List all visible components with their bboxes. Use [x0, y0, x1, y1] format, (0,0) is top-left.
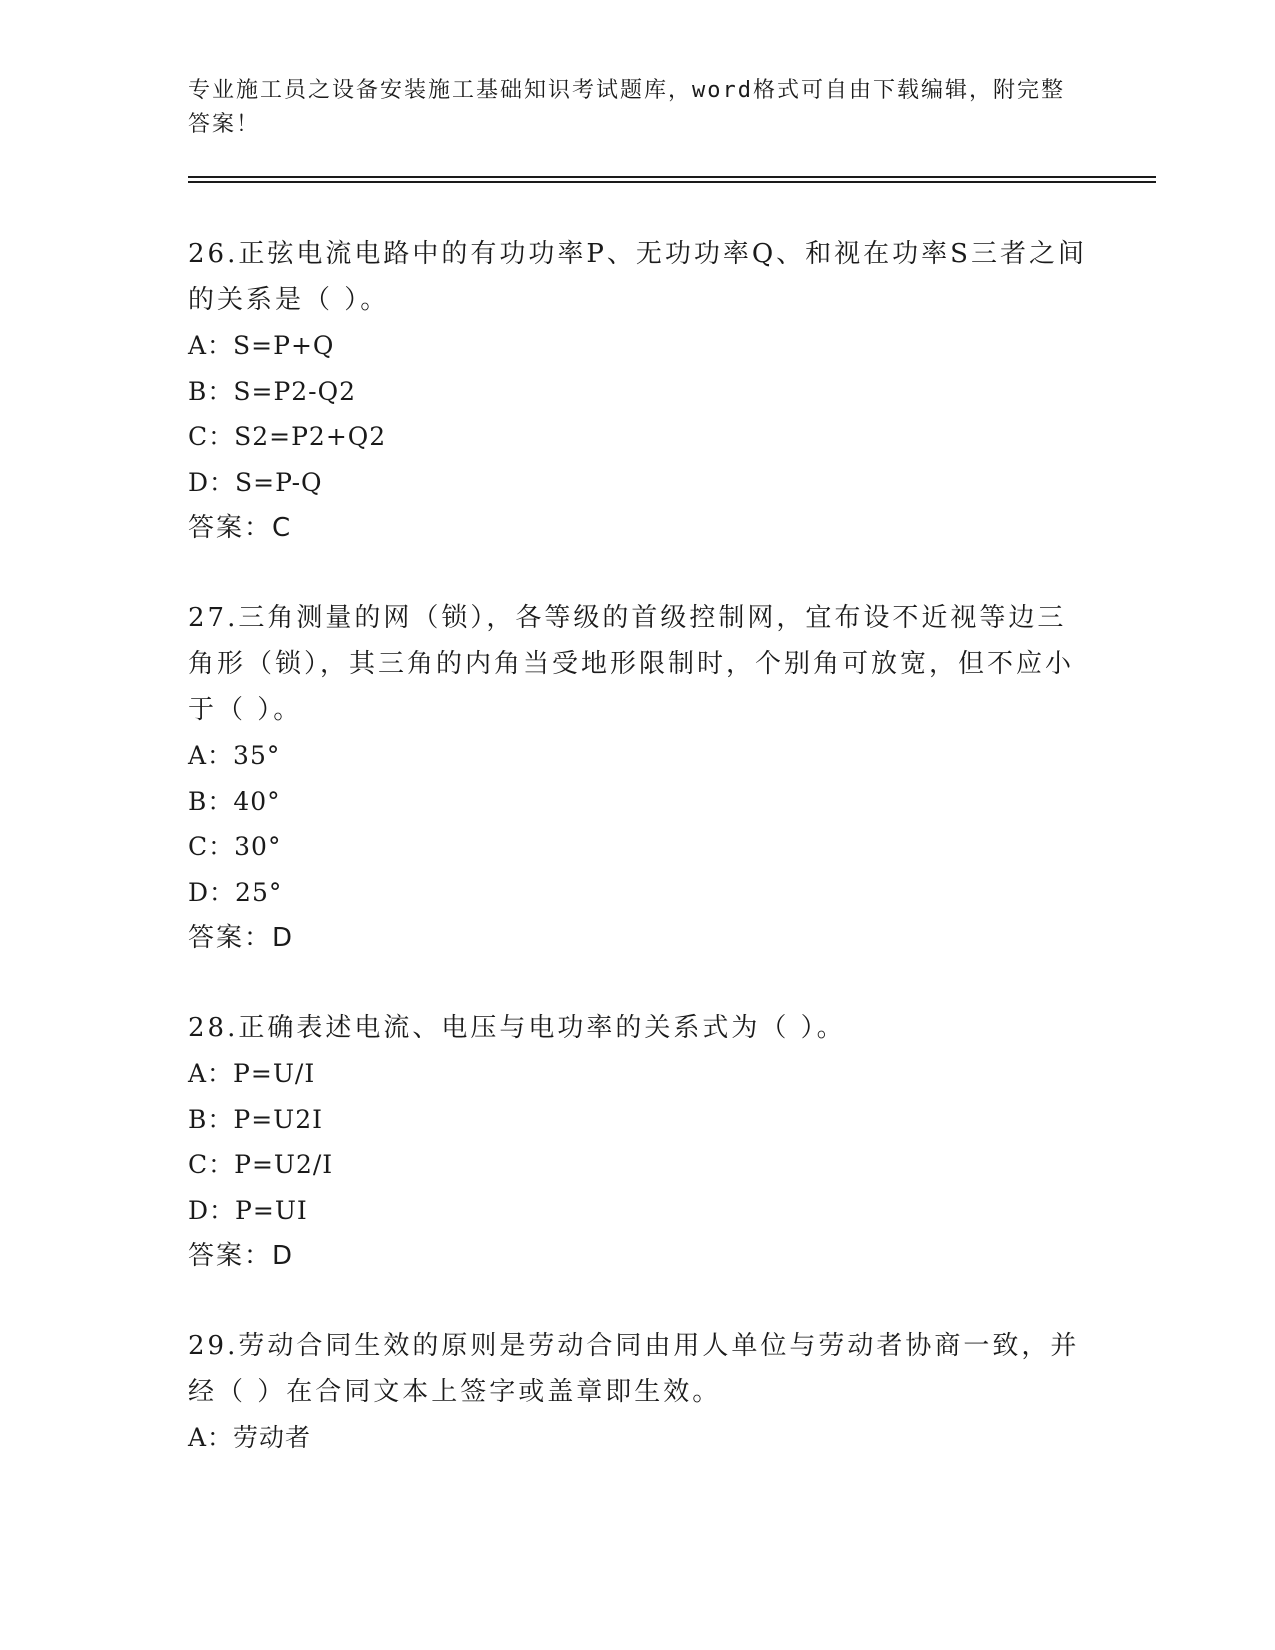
question-26: [188, 231, 1088, 551]
answer-label: 答案：C: [188, 513, 293, 543]
option-d: D：S=P-Q: [188, 467, 323, 497]
question-text: 28.正确表述电流、电压与电功率的关系式为（ ）。: [188, 1013, 846, 1043]
question-28: [188, 1005, 1088, 1279]
answer-label: 答案：D: [188, 1241, 295, 1271]
question-29: [188, 1323, 1088, 1461]
question-text: 29.劳动合同生效的原则是劳动合同由用人单位与劳动者协商一致，并经（ ）在合同文本上签字或盖章即生效。: [188, 1331, 1080, 1407]
option-c: C：30°: [188, 832, 282, 861]
option-d: D：25°: [188, 877, 283, 907]
document-header: 专业施工员之设备安装施工基础知识考试题库，word格式可自由下载编辑，附完整答案！: [188, 78, 1065, 137]
question-27: [188, 595, 1088, 961]
option-b: B：40°: [188, 786, 281, 816]
option-a: A：劳动者: [188, 1423, 312, 1452]
option-b: B：P=U2I: [188, 1104, 323, 1134]
option-a: A：P=U/I: [188, 1059, 316, 1088]
option-c: C：S2=P2+Q2: [188, 422, 387, 451]
option-a: A：S=P+Q: [188, 331, 335, 360]
question-text: 26.正弦电流电路中的有功功率P、无功功率Q、和视在功率S三者之间的关系是（ ）。: [188, 239, 1087, 315]
question-text: 27.三角测量的网（锁），各等级的首级控制网，宜布设不近视等边三角形（锁），其三角的内角当受地形限制时，个别角可放宽，但不应小于（ ）。: [188, 603, 1075, 725]
answer-label: 答案：D: [188, 923, 295, 953]
option-d: D：P=UI: [188, 1195, 308, 1225]
option-b: B：S=P2-Q2: [188, 376, 357, 406]
option-c: C：P=U2/I: [188, 1150, 334, 1179]
header-divider-bottom: [188, 181, 1156, 183]
option-a: A：35°: [188, 741, 281, 770]
header-divider-top: [188, 176, 1156, 178]
